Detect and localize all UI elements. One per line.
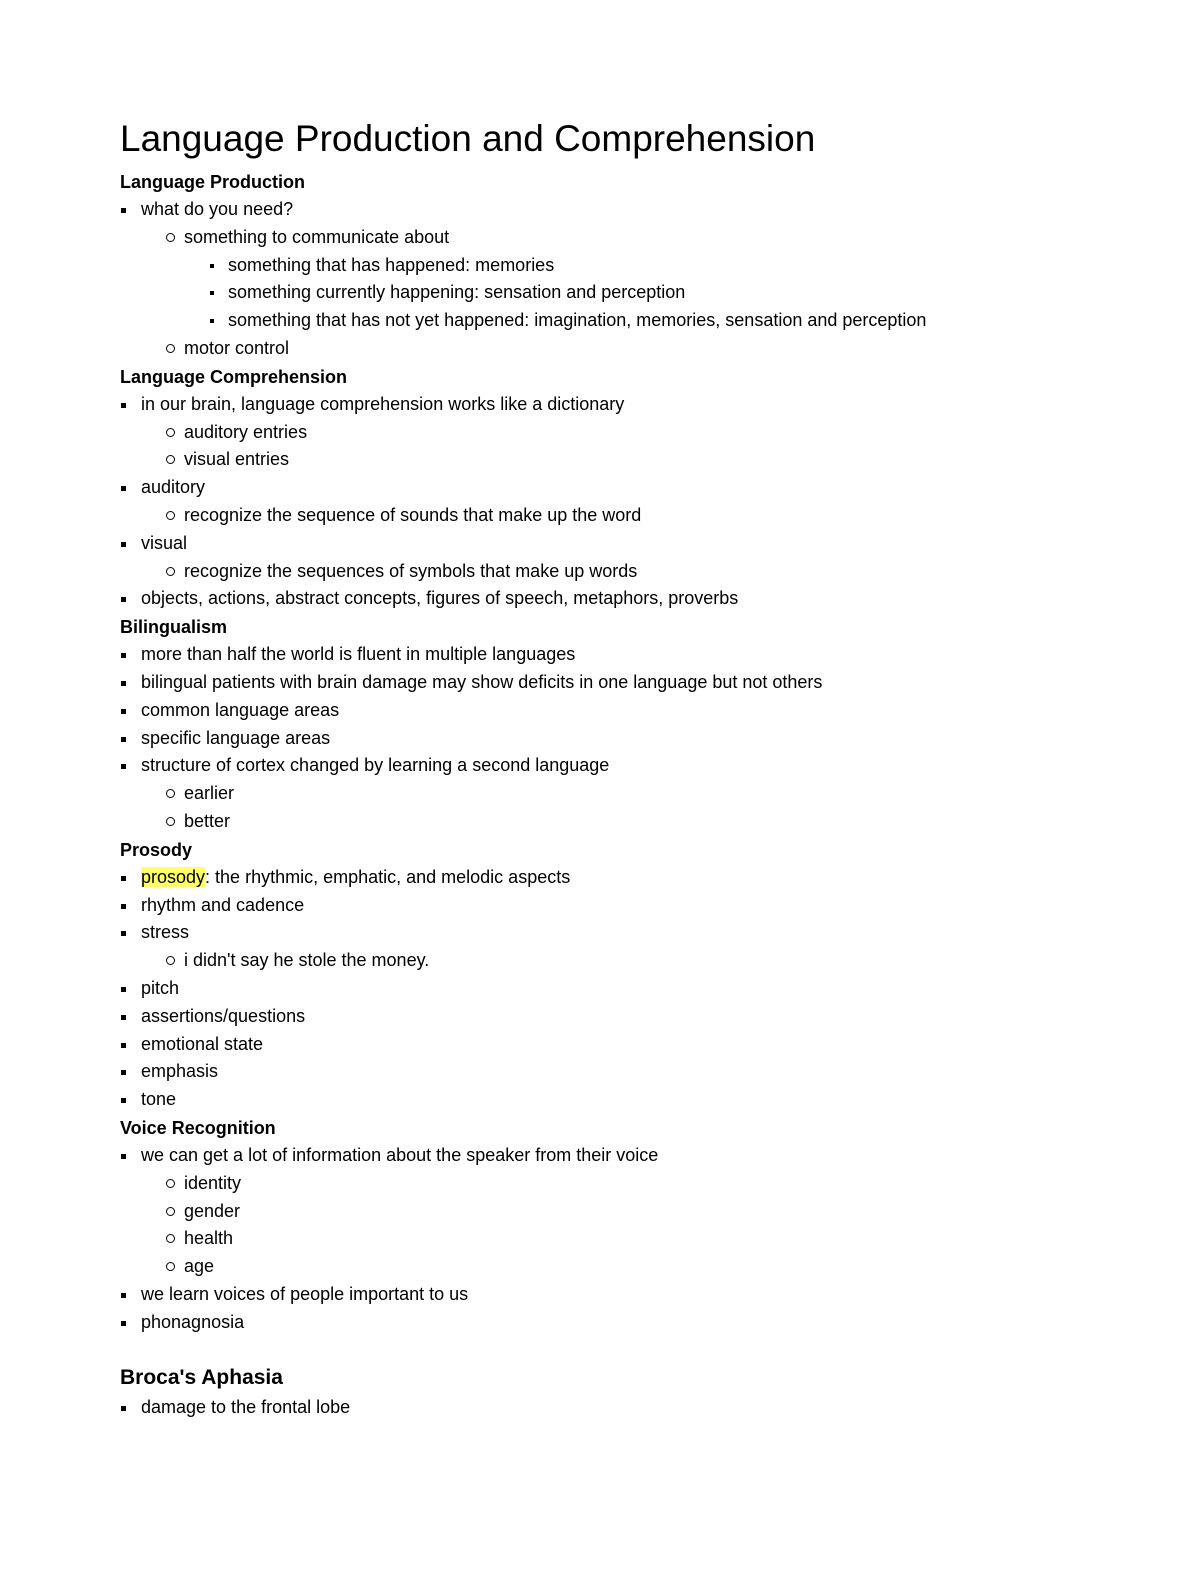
square-bullet-icon [120,1031,128,1059]
section-heading-language-production: Language Production [120,172,306,192]
list-item: structure of cortex changed by learning a second language [120,752,1120,780]
square-bullet-icon [120,892,128,920]
list-item: common language areas [120,697,1120,725]
section-heading-prosody: Prosody [120,839,193,860]
list-item: recognize the sequence of sounds that make up the word [120,502,1120,530]
square-bullet-icon [120,919,128,947]
list-item: damage to the frontal lobe [120,1394,1120,1422]
small-square-bullet-icon [209,279,217,307]
highlighted-term: prosody [141,866,206,887]
circle-bullet-icon [166,335,178,363]
list-item: rhythm and cadence [120,892,1120,920]
list-item: something that has not yet happened: imagination, memories, sensation and perception [120,307,1120,335]
circle-bullet-icon [166,1253,178,1281]
section-heading-brocas-aphasia: Broca's Aphasia [120,1366,283,1390]
square-bullet-icon [120,725,128,753]
square-bullet-icon [120,752,128,780]
circle-bullet-icon [166,419,178,447]
small-square-bullet-icon [209,307,217,335]
square-bullet-icon [120,530,128,558]
list-item: recognize the sequences of symbols that make up words [120,558,1120,586]
list-item: bilingual patients with brain damage may show deficits in one language but not others [120,669,1120,697]
list-item: specific language areas [120,725,1120,753]
list-item: auditory [120,474,1120,502]
list-item: something to communicate about [120,224,1120,252]
list-item: tone [120,1086,1120,1114]
circle-bullet-icon [166,446,178,474]
square-bullet-icon [120,1086,128,1114]
circle-bullet-icon [166,1225,178,1253]
square-bullet-icon [120,585,128,613]
list-item: emphasis [120,1058,1120,1086]
circle-bullet-icon [166,780,178,808]
square-bullet-icon [120,697,128,725]
list-item: prosody: the rhythmic, emphatic, and melodic aspects [120,864,1120,892]
list-item: age [120,1253,1120,1281]
square-bullet-icon [120,474,128,502]
list-item: earlier [120,780,1120,808]
list-item: health [120,1225,1120,1253]
list-item: we can get a lot of information about the speaker from their voice [120,1142,1120,1170]
section-heading-voice-recognition: Voice Recognition [120,1117,276,1138]
square-bullet-icon [120,669,128,697]
list-item: visual entries [120,446,1120,474]
section-heading-language-comprehension: Language Comprehension [120,366,348,387]
circle-bullet-icon [166,224,178,252]
list-item: more than half the world is fluent in multiple languages [120,641,1120,669]
list-item: motor control [120,335,1120,363]
section-heading-bilingualism: Bilingualism [120,617,228,638]
list-item: pitch [120,975,1120,1003]
circle-bullet-icon [166,502,178,530]
square-bullet-icon [120,641,128,669]
language-comprehension-list [120,391,1120,613]
square-bullet-icon [120,975,128,1003]
circle-bullet-icon [166,1198,178,1226]
circle-bullet-icon [166,558,178,586]
voice-recognition-list [120,1142,1120,1337]
square-bullet-icon [120,1281,128,1309]
document-body [120,168,1120,1422]
list-item: i didn't say he stole the money. [120,947,1120,975]
square-bullet-icon [120,1142,128,1170]
list-item: gender [120,1198,1120,1226]
list-item: assertions/questions [120,1003,1120,1031]
circle-bullet-icon [166,947,178,975]
brocas-aphasia-list [120,1394,1120,1422]
document-title: Language Production and Comprehension [120,118,816,159]
list-item: objects, actions, abstract concepts, figures of speech, metaphors, proverbs [120,585,1120,613]
bilingualism-list [120,641,1120,836]
circle-bullet-icon [166,808,178,836]
list-item: in our brain, language comprehension works like a dictionary [120,391,1120,419]
list-item: visual [120,530,1120,558]
list-item: we learn voices of people important to us [120,1281,1120,1309]
prosody-list [120,864,1120,1114]
list-item: stress [120,919,1120,947]
language-production-list [120,196,1120,363]
list-item: better [120,808,1120,836]
list-item: what do you need? [120,196,1120,224]
square-bullet-icon [120,1003,128,1031]
list-item: identity [120,1170,1120,1198]
list-item: something currently happening: sensation and perception [120,279,1120,307]
list-item: emotional state [120,1031,1120,1059]
circle-bullet-icon [166,1170,178,1198]
list-item: auditory entries [120,419,1120,447]
square-bullet-icon [120,1058,128,1086]
list-item: something that has happened: memories [120,252,1120,280]
small-square-bullet-icon [209,252,217,280]
square-bullet-icon [120,391,128,419]
square-bullet-icon [120,196,128,224]
list-item: phonagnosia [120,1309,1120,1337]
square-bullet-icon [120,1394,128,1422]
square-bullet-icon [120,1309,128,1337]
square-bullet-icon [120,864,128,892]
